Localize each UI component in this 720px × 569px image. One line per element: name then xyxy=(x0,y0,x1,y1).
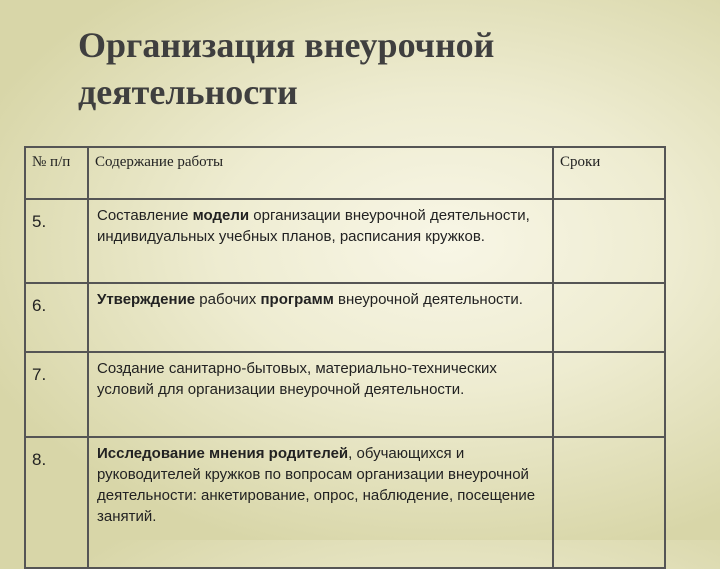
row-content-emphasis: программ xyxy=(260,291,334,308)
row-term xyxy=(553,352,665,437)
header-content: Содержание работы xyxy=(95,154,224,170)
table-row xyxy=(25,283,665,352)
row-content-text: организации внеурочной деятельности, индивидуальных учебных планов, расписания кружков. xyxy=(97,207,530,245)
row-content-text: Создание санитарно-бытовых, материально-технических условий для организации внеурочной деятельности. xyxy=(97,360,497,398)
row-content-emphasis: Утверждение xyxy=(97,291,196,308)
table-row xyxy=(25,352,665,437)
row-content-text: рабочих xyxy=(195,291,261,308)
row-content xyxy=(88,283,553,352)
page-title xyxy=(78,22,494,116)
row-content-emphasis: Исследование мнения родителей xyxy=(97,445,349,462)
row-number: 5. xyxy=(25,199,88,283)
row-number: 6. xyxy=(25,283,88,352)
row-content xyxy=(88,199,553,283)
row-term xyxy=(553,283,665,352)
row-content-text: внеурочной деятельности. xyxy=(333,291,523,308)
row-term xyxy=(553,437,665,568)
header-num: № п/п xyxy=(32,154,71,170)
table-row xyxy=(25,199,665,283)
table-header-row xyxy=(25,147,665,199)
activities-table xyxy=(24,146,666,569)
header-terms: Сроки xyxy=(560,154,601,170)
title-line-1: Организация внеурочной xyxy=(78,25,495,65)
row-content xyxy=(88,352,553,437)
header-num-cell xyxy=(25,147,88,199)
row-term xyxy=(553,199,665,283)
row-content-text: , обучающихся и руководителей кружков по вопросам организации внеурочной деятельности: анкетирование, опрос, наблюдение, посещение занятий. xyxy=(97,445,536,525)
row-content xyxy=(88,437,553,568)
row-content-text: Составление xyxy=(97,207,193,224)
row-content-emphasis: модели xyxy=(192,207,250,224)
header-content-cell xyxy=(88,147,553,199)
header-terms-cell xyxy=(553,147,665,199)
title-line-2: деятельности xyxy=(78,72,298,112)
table-row xyxy=(25,437,665,568)
row-number: 8. xyxy=(25,437,88,568)
row-number: 7. xyxy=(25,352,88,437)
